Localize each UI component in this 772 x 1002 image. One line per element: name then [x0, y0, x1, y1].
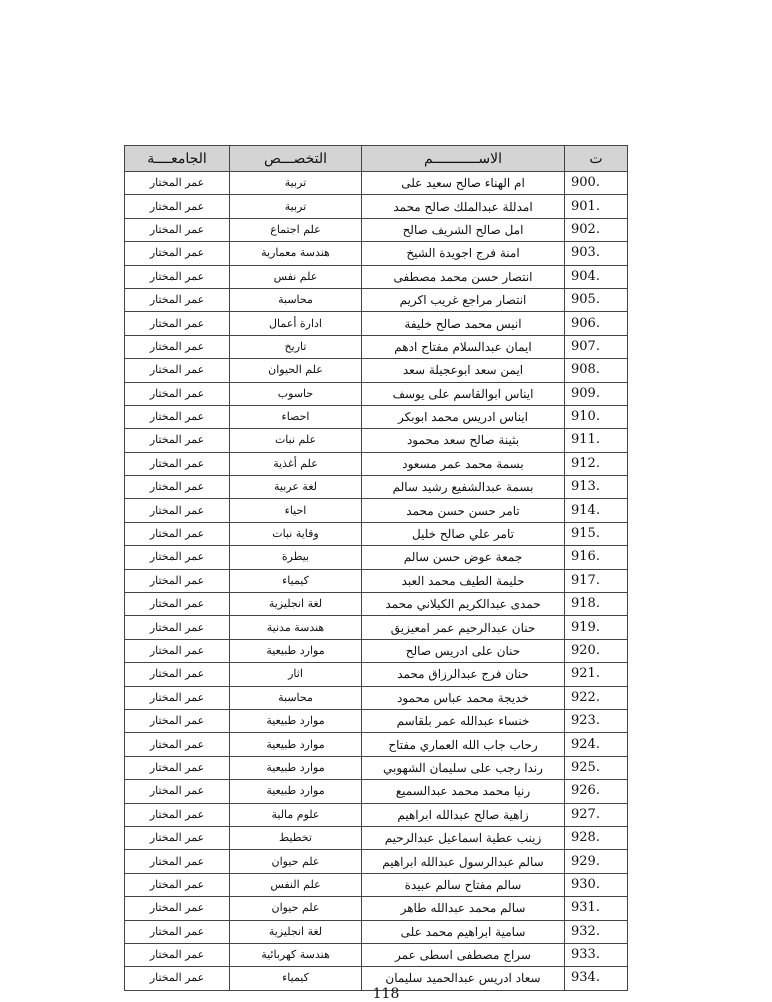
row-specialization: هندسة مدنية — [230, 616, 362, 639]
table-row — [125, 452, 628, 475]
row-number: 931. — [565, 897, 628, 920]
table-row — [125, 569, 628, 592]
row-university: عمر المختار — [125, 265, 230, 288]
table-row — [125, 873, 628, 896]
row-name: رحاب جاب الله العماري مفتاح — [362, 733, 565, 756]
row-specialization: احصاء — [230, 405, 362, 428]
page-number: 118 — [372, 986, 400, 1002]
table-row — [125, 920, 628, 943]
row-name: تامر علي صالح خليل — [362, 522, 565, 545]
row-name: ايناس ابوالقاسم على يوسف — [362, 382, 565, 405]
row-specialization: موارد طبيعية — [230, 709, 362, 732]
row-university: عمر المختار — [125, 686, 230, 709]
row-university: عمر المختار — [125, 639, 230, 662]
row-university: عمر المختار — [125, 593, 230, 616]
row-number: 921. — [565, 663, 628, 686]
row-university: عمر المختار — [125, 803, 230, 826]
row-university: عمر المختار — [125, 312, 230, 335]
row-university: عمر المختار — [125, 288, 230, 311]
row-specialization: محاسبة — [230, 288, 362, 311]
row-university: عمر المختار — [125, 335, 230, 358]
row-number: 911. — [565, 429, 628, 452]
row-specialization: حاسوب — [230, 382, 362, 405]
row-number: 902. — [565, 218, 628, 241]
row-specialization: موارد طبيعية — [230, 733, 362, 756]
row-name: ايمن سعد ابوعجيلة سعد — [362, 359, 565, 382]
row-specialization: علم حيوان — [230, 897, 362, 920]
table-row — [125, 522, 628, 545]
row-university: عمر المختار — [125, 382, 230, 405]
table-row — [125, 312, 628, 335]
row-number: 906. — [565, 312, 628, 335]
table-row — [125, 429, 628, 452]
row-specialization: محاسبة — [230, 686, 362, 709]
row-specialization: بيطرة — [230, 546, 362, 569]
row-number: 915. — [565, 522, 628, 545]
header-specialization: التخصـــص — [230, 146, 362, 172]
row-university: عمر المختار — [125, 943, 230, 966]
row-number: 928. — [565, 826, 628, 849]
table-row — [125, 756, 628, 779]
row-number: 933. — [565, 943, 628, 966]
table-row — [125, 616, 628, 639]
row-university: عمر المختار — [125, 967, 230, 990]
row-name: بثينة صالح سعد محمود — [362, 429, 565, 452]
row-number: 904. — [565, 265, 628, 288]
row-specialization: تخطيط — [230, 826, 362, 849]
row-university: عمر المختار — [125, 920, 230, 943]
row-name: زينب عطية اسماعيل عبدالرحيم — [362, 826, 565, 849]
row-specialization: تربية — [230, 172, 362, 195]
row-specialization: كيمياء — [230, 569, 362, 592]
row-specialization: تربية — [230, 195, 362, 218]
table-row — [125, 593, 628, 616]
row-number: 927. — [565, 803, 628, 826]
row-university: عمر المختار — [125, 405, 230, 428]
row-number: 925. — [565, 756, 628, 779]
row-university: عمر المختار — [125, 546, 230, 569]
table-row — [125, 335, 628, 358]
row-name: حنان على ادريس صالح — [362, 639, 565, 662]
row-university: عمر المختار — [125, 452, 230, 475]
row-name: بسمة محمد عمر مسعود — [362, 452, 565, 475]
table-row — [125, 218, 628, 241]
row-number: 907. — [565, 335, 628, 358]
row-number: 901. — [565, 195, 628, 218]
table-row — [125, 850, 628, 873]
row-specialization: موارد طبيعية — [230, 639, 362, 662]
row-number: 918. — [565, 593, 628, 616]
row-name: ايناس ادريس محمد ابوبكر — [362, 405, 565, 428]
row-university: عمر المختار — [125, 897, 230, 920]
row-university: عمر المختار — [125, 242, 230, 265]
row-specialization: احياء — [230, 499, 362, 522]
row-university: عمر المختار — [125, 873, 230, 896]
table-row — [125, 663, 628, 686]
row-university: عمر المختار — [125, 359, 230, 382]
row-name: امنة فرج اجويدة الشيخ — [362, 242, 565, 265]
row-name: سراج مصطفى اسطى عمر — [362, 943, 565, 966]
table-header-row — [125, 146, 628, 172]
row-specialization: علم نفس — [230, 265, 362, 288]
row-university: عمر المختار — [125, 663, 230, 686]
table-row — [125, 780, 628, 803]
row-number: 920. — [565, 639, 628, 662]
graduates-table — [124, 145, 628, 991]
row-specialization: ادارة أعمال — [230, 312, 362, 335]
row-university: عمر المختار — [125, 195, 230, 218]
table-row — [125, 733, 628, 756]
row-university: عمر المختار — [125, 569, 230, 592]
row-university: عمر المختار — [125, 756, 230, 779]
row-specialization: علم اجتماع — [230, 218, 362, 241]
row-number: 926. — [565, 780, 628, 803]
row-number: 900. — [565, 172, 628, 195]
row-number: 910. — [565, 405, 628, 428]
table-row — [125, 242, 628, 265]
table-row — [125, 405, 628, 428]
table-row — [125, 288, 628, 311]
row-name: رندا رجب على سليمان الشهوبي — [362, 756, 565, 779]
table-row — [125, 546, 628, 569]
row-university: عمر المختار — [125, 172, 230, 195]
table-row — [125, 897, 628, 920]
header-university: الجامعــــة — [125, 146, 230, 172]
row-specialization: علم الحيوان — [230, 359, 362, 382]
row-number: 929. — [565, 850, 628, 873]
row-university: عمر المختار — [125, 733, 230, 756]
row-name: سالم مفتاح سالم عبيدة — [362, 873, 565, 896]
table-body — [125, 172, 628, 991]
table-row — [125, 382, 628, 405]
row-name: امدللة عبدالملك صالح محمد — [362, 195, 565, 218]
row-specialization: لغة عربية — [230, 476, 362, 499]
row-name: سامية ابراهيم محمد على — [362, 920, 565, 943]
row-name: سعاد ادريس عبدالحميد سليمان — [362, 967, 565, 990]
row-name: انيس محمد صالح خليفة — [362, 312, 565, 335]
row-university: عمر المختار — [125, 850, 230, 873]
row-university: عمر المختار — [125, 616, 230, 639]
table-row — [125, 826, 628, 849]
header-number: ت — [565, 146, 628, 172]
row-name: رنيا محمد محمد عبدالسميع — [362, 780, 565, 803]
row-name: انتصار مراجع غريب اكريم — [362, 288, 565, 311]
row-specialization: علم نبات — [230, 429, 362, 452]
row-university: عمر المختار — [125, 780, 230, 803]
row-name: ايمان عبدالسلام مفتاح ادهم — [362, 335, 565, 358]
header-name: الاســـــــــــم — [362, 146, 565, 172]
row-number: 912. — [565, 452, 628, 475]
row-number: 908. — [565, 359, 628, 382]
row-specialization: موارد طبيعية — [230, 756, 362, 779]
row-university: عمر المختار — [125, 429, 230, 452]
row-name: خنساء عبدالله عمر بلقاسم — [362, 709, 565, 732]
row-specialization: علم أغذية — [230, 452, 362, 475]
row-university: عمر المختار — [125, 826, 230, 849]
table-row — [125, 709, 628, 732]
row-number: 905. — [565, 288, 628, 311]
row-number: 932. — [565, 920, 628, 943]
row-name: جمعة عوض حسن سالم — [362, 546, 565, 569]
row-name: امل صالح الشريف صالح — [362, 218, 565, 241]
row-number: 924. — [565, 733, 628, 756]
row-university: عمر المختار — [125, 499, 230, 522]
row-specialization: لغة انجليزية — [230, 920, 362, 943]
table-row — [125, 943, 628, 966]
row-specialization: كيمياء — [230, 967, 362, 990]
table-row — [125, 359, 628, 382]
row-number: 934. — [565, 967, 628, 990]
table-row — [125, 686, 628, 709]
row-specialization: علم النفس — [230, 873, 362, 896]
table-row — [125, 172, 628, 195]
row-number: 930. — [565, 873, 628, 896]
row-name: انتصار حسن محمد مصطفى — [362, 265, 565, 288]
row-specialization: لغة انجليزية — [230, 593, 362, 616]
row-name: خديجة محمد عباس محمود — [362, 686, 565, 709]
row-number: 917. — [565, 569, 628, 592]
row-name: حنان عبدالرحيم عمر امعيزيق — [362, 616, 565, 639]
table-row — [125, 476, 628, 499]
row-name: سالم محمد عبدالله طاهر — [362, 897, 565, 920]
row-number: 916. — [565, 546, 628, 569]
table-row — [125, 499, 628, 522]
row-name: سالم عبدالرسول عبدالله ابراهيم — [362, 850, 565, 873]
row-name: بسمة عبدالشفيع رشيد سالم — [362, 476, 565, 499]
row-number: 913. — [565, 476, 628, 499]
row-name: ام الهناء صالح سعيد على — [362, 172, 565, 195]
row-specialization: تاريخ — [230, 335, 362, 358]
row-specialization: موارد طبيعية — [230, 780, 362, 803]
row-specialization: وقاية نبات — [230, 522, 362, 545]
row-name: حنان فرج عبدالرزاق محمد — [362, 663, 565, 686]
row-number: 903. — [565, 242, 628, 265]
row-specialization: هندسة معمارية — [230, 242, 362, 265]
row-number: 909. — [565, 382, 628, 405]
row-university: عمر المختار — [125, 218, 230, 241]
row-name: حليمة الطيف محمد العبد — [362, 569, 565, 592]
row-name: تامر حسن حسن محمد — [362, 499, 565, 522]
table-row — [125, 803, 628, 826]
row-number: 919. — [565, 616, 628, 639]
row-name: حمدى عبدالكريم الكيلاني محمد — [362, 593, 565, 616]
row-number: 914. — [565, 499, 628, 522]
row-number: 923. — [565, 709, 628, 732]
row-university: عمر المختار — [125, 709, 230, 732]
row-specialization: هندسة كهربائية — [230, 943, 362, 966]
graduates-table-container — [124, 145, 627, 991]
row-number: 922. — [565, 686, 628, 709]
table-row — [125, 265, 628, 288]
row-name: زاهية صالح عبدالله ابراهيم — [362, 803, 565, 826]
row-specialization: علم حيوان — [230, 850, 362, 873]
table-row — [125, 195, 628, 218]
row-specialization: علوم مالية — [230, 803, 362, 826]
row-university: عمر المختار — [125, 476, 230, 499]
row-university: عمر المختار — [125, 522, 230, 545]
table-row — [125, 639, 628, 662]
row-specialization: اثار — [230, 663, 362, 686]
